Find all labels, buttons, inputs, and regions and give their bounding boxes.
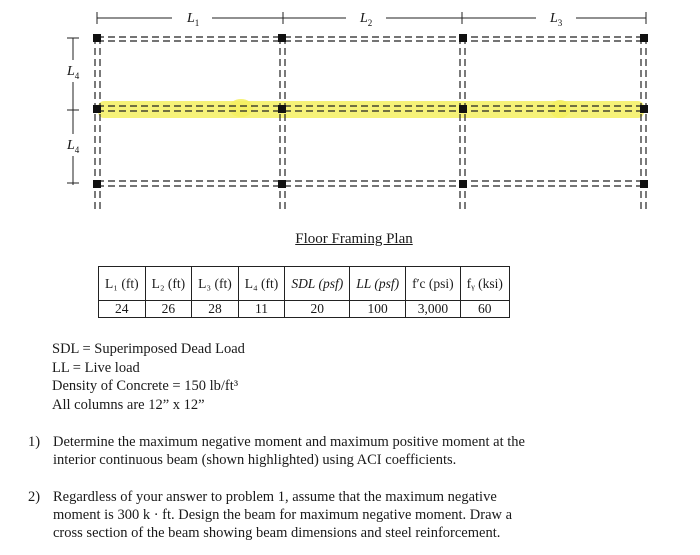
highlight-blot <box>229 99 253 117</box>
value-cell: 26 <box>145 301 192 318</box>
value-cell: 24 <box>99 301 146 318</box>
header-cell: L₃ (ft) <box>192 267 239 301</box>
properties-table <box>98 266 510 318</box>
table-value-row <box>99 301 510 318</box>
question-line: interior continuous beam (shown highlighted) using ACI coefficients. <box>53 452 457 468</box>
dim-label-l2: $L_2$ <box>360 11 373 28</box>
note-line: All columns are 12” x 12” <box>52 396 205 413</box>
question-number: 1) <box>28 434 41 450</box>
header-cell: L₄ (ft) <box>238 267 285 301</box>
header-cell: f′c (psi) <box>406 267 461 301</box>
header-cell: fᵧ (ksi) <box>460 267 509 301</box>
floor-framing-plan <box>0 0 700 225</box>
dim-label-l1: $L_1$ <box>187 11 200 28</box>
value-cell: 20 <box>285 301 350 318</box>
note-line: LL = Live load <box>52 359 140 376</box>
question-line: cross section of the beam showing beam dimensions and steel reinforcement. <box>53 525 501 541</box>
value-cell: 100 <box>350 301 406 318</box>
table-header-row <box>99 267 510 301</box>
header-cell: L₁ (ft) <box>99 267 146 301</box>
value-cell: 60 <box>460 301 509 318</box>
question-line: Regardless of your answer to problem 1, assume that the maximum negative <box>53 489 497 505</box>
header-cell: LL (psf) <box>350 267 406 301</box>
note-line: SDL = Superimposed Dead Load <box>52 341 245 357</box>
highlight-blot <box>550 100 570 118</box>
dim-label-l3: $L_3$ <box>550 11 563 28</box>
question-number: 2) <box>28 489 41 505</box>
plan-caption: Floor Framing Plan <box>295 231 413 247</box>
dim-label-l4-lower: $L_4$ <box>67 138 80 155</box>
header-cell: SDL (psf) <box>285 267 350 301</box>
value-cell: 3,000 <box>406 301 461 318</box>
note-line: Density of Concrete = 150 lb/ft³ <box>52 378 239 394</box>
dim-label-l4-upper: $L_4$ <box>67 64 80 81</box>
question-line: moment is 300 k · ft. Design the beam for maximum negative moment. Draw a <box>53 507 513 523</box>
value-cell: 11 <box>238 301 285 318</box>
value-cell: 28 <box>192 301 239 318</box>
notes <box>52 340 245 414</box>
question-line: Determine the maximum negative moment and maximum positive moment at the <box>53 434 525 450</box>
header-cell: L₂ (ft) <box>145 267 192 301</box>
